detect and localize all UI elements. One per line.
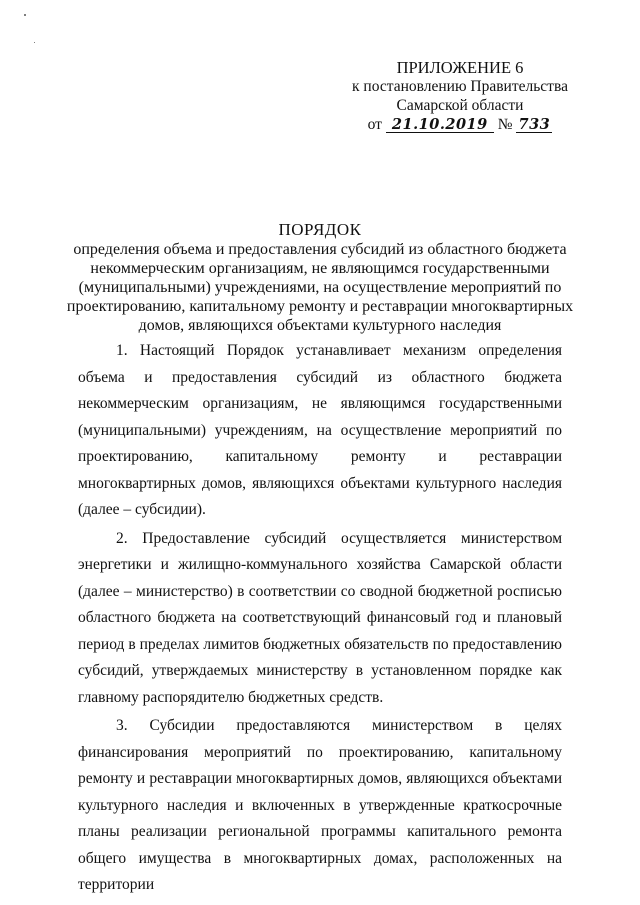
- paragraph-2: 2. Предоставление субсидий осуществляется министерством энергетики и жилищно-коммунального хозяйства Самарской области (далее – министерство) в соответствии со сводной бюджетной росписью областного бюджета на соответствующий финансовый год и плановый период в пределах лимитов бюджетных обязательств по предоставлению субсидий, утверждаемых министерству в установленном порядке как главному распорядителю бюджетных средств.: [78, 529, 562, 706]
- appendix-block: [330, 58, 590, 134]
- handwritten-number: 733: [516, 117, 552, 133]
- appendix-date-number-line: [330, 115, 590, 134]
- appendix-title: ПРИЛОЖЕНИЕ 6: [396, 58, 524, 77]
- paragraph-3: 3. Субсидии предоставляются министерством в целях финансирования мероприятий по проектированию, капитальному ремонту и реставрации многоквартирных домов, являющихся объектами культурного наследия и включенных в утвержденные краткосрочные планы реализации региональной программы капитального ремонта общего имущества в многоквартирных домах, расположенных на территории: [78, 717, 562, 893]
- scan-speck: [34, 42, 35, 43]
- handwritten-date: 21.10.2019: [386, 117, 494, 133]
- paragraph-1: 1. Настоящий Порядок устанавливает механизм определения объема и предоставления субсидий из областного бюджета некоммерческим организациям, не являющимся государственными (муниципальными) учреждениям, на осуществление мероприятий по проектированию, капитальному ремонту и реставрации многоквартирных домов, являющихся объектами культурного наследия (далее – субсидии).: [78, 342, 562, 518]
- number-prefix: №: [497, 116, 513, 133]
- scan-speck: [24, 14, 26, 16]
- document-title-block: [60, 220, 580, 335]
- appendix-region-line: Самарской области: [396, 97, 524, 114]
- document-heading: ПОРЯДОК: [278, 220, 362, 239]
- appendix-resolution-line: к постановлению Правительства: [352, 78, 568, 95]
- document-subtitle: определения объема и предоставления субсидий из областного бюджета некоммерческим организациям, не являющимся государственными (муниципальными) учреждениями, на осуществление мероприятий по проектированию, капитальному ремонту и реставрации многоквартирных домов, являющихся объектами культурного наследия: [66, 241, 574, 334]
- document-body: [78, 338, 562, 901]
- date-prefix: от: [367, 116, 382, 133]
